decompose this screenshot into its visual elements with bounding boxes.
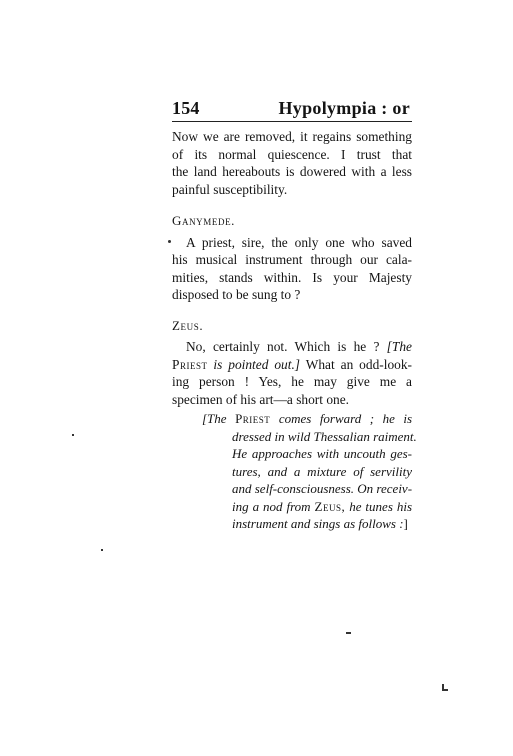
priest-name: Priest — [235, 411, 271, 426]
stage-text: comes forward ; he is — [278, 411, 413, 426]
speech-line — [172, 357, 412, 373]
scan-speck — [168, 240, 171, 243]
page-header — [172, 98, 412, 120]
page-number: 154 — [172, 98, 200, 118]
stage-direction-line — [232, 499, 412, 515]
speaker-ganymede: Ganymede. — [172, 213, 236, 228]
stage-direction-line: and self-consciousness. On receiv- — [232, 481, 413, 496]
speech-text: What an odd-look- — [305, 357, 412, 372]
scan-speck — [101, 549, 103, 551]
stage-direction-line: He approaches with uncouth ges- — [232, 446, 412, 461]
stage-text: [The — [202, 411, 227, 426]
paragraph-line: painful susceptibility. — [172, 182, 288, 197]
scan-speck — [72, 434, 74, 436]
speech-line: specimen of his art—a short one. — [172, 392, 350, 407]
speech-line — [186, 339, 412, 355]
stage-text: instrument and sings as follows : — [232, 516, 404, 531]
priest-name: Priest — [172, 357, 208, 372]
speech-line: A priest, sire, the only one who saved — [186, 235, 412, 250]
speech-text: No, certainly not. Which is he ? — [186, 339, 380, 354]
paragraph-line: Now we are removed, it regains something — [172, 129, 412, 144]
speech-line: his musical instrument through our cala- — [172, 252, 412, 267]
inline-stage-direction: is pointed out.] — [213, 357, 301, 372]
zeus-name: Zeus, — [314, 499, 346, 514]
stage-text: ing a nod from — [232, 499, 311, 514]
scan-speck — [442, 689, 448, 691]
speech-line: ing person ! Yes, he may give me a — [172, 374, 412, 389]
speech-line: disposed to be sung to ? — [172, 287, 301, 302]
speaker-zeus: Zeus. — [172, 318, 204, 333]
stage-direction-line: dressed in wild Thessalian raiment. — [232, 429, 417, 444]
stage-bracket: [The — [386, 339, 412, 354]
stage-direction-line — [232, 516, 422, 532]
stage-direction-line: tures, and a mixture of servility — [232, 464, 412, 479]
paragraph-line: the land hereabouts is dowered with a less — [172, 164, 412, 179]
scan-speck — [346, 632, 351, 634]
running-title: Hypolympia : or — [278, 98, 410, 118]
closing-bracket: ] — [403, 516, 408, 531]
stage-text: he tunes his — [349, 499, 413, 514]
speech-line: mities, stands within. Is your Majesty — [172, 270, 412, 285]
header-rule — [172, 121, 412, 122]
paragraph-line: of its normal quiescence. I trust that — [172, 147, 412, 162]
stage-direction-line — [202, 411, 412, 427]
